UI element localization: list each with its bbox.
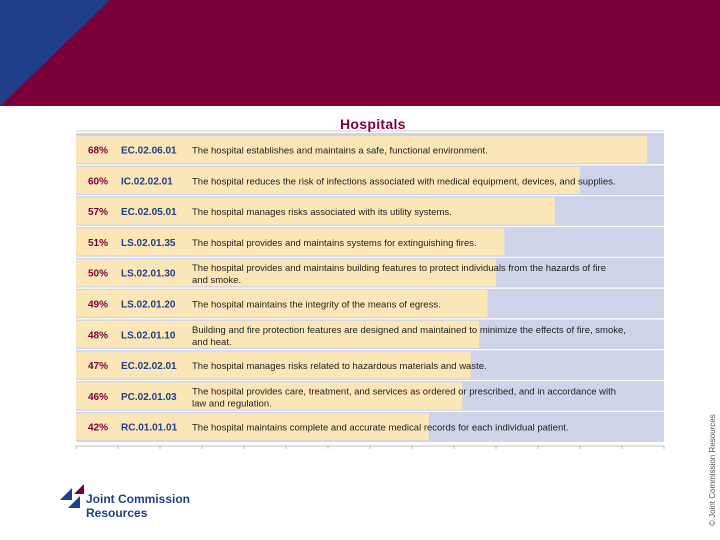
row-description: The hospital manages risks related to hazardous materials and waste. xyxy=(192,361,487,373)
row-percent: 51% xyxy=(88,237,109,249)
row-code: PC.02.01.03 xyxy=(121,391,177,403)
copyright-credit: © Joint Commission Resources xyxy=(708,414,717,526)
row-percent: 60% xyxy=(88,176,109,188)
row-description: The hospital provides care, treatment, and services as ordered or prescribed, and in accordance with xyxy=(192,386,617,398)
row-code: LS.02.01.30 xyxy=(121,268,176,280)
row-percent: 48% xyxy=(88,330,109,342)
row-percent: 49% xyxy=(88,299,109,311)
row-percent: 47% xyxy=(88,361,109,373)
row-code: LS.02.01.35 xyxy=(121,237,176,249)
row-code: IC.02.02.01 xyxy=(121,176,173,188)
row-percent: 46% xyxy=(88,391,109,403)
row-code: LS.02.01.10 xyxy=(121,330,176,342)
row-description: The hospital maintains complete and accurate medical records for each individual patient. xyxy=(192,422,569,434)
row-description: The hospital manages risks associated with its utility systems. xyxy=(192,207,452,219)
row-percent: 57% xyxy=(88,207,109,219)
row-description: The hospital establishes and maintains a safe, functional environment. xyxy=(192,145,488,157)
row-description: The hospital maintains the integrity of the means of egress. xyxy=(192,299,441,311)
row-description: Building and fire protection features are designed and maintained to minimize the effects of fire, smoke, xyxy=(192,324,626,336)
chart-title: Hospitals xyxy=(340,116,406,132)
row-percent: 50% xyxy=(88,268,109,280)
row-code: EC.02.02.01 xyxy=(121,361,177,373)
row-description: law and regulation. xyxy=(192,398,272,410)
row-description: The hospital provides and maintains systems for extinguishing fires. xyxy=(192,237,477,249)
row-description: and heat. xyxy=(192,336,232,348)
row-description: and smoke. xyxy=(192,275,242,287)
row-code: EC.02.05.01 xyxy=(121,207,177,219)
row-description: The hospital provides and maintains building features to protect individuals from the hazards of fire xyxy=(192,263,607,275)
logo-line-1: Joint Commission xyxy=(86,492,191,506)
row-percent: 42% xyxy=(88,422,109,434)
row-description: The hospital reduces the risk of infections associated with medical equipment, devices, and supplies. xyxy=(192,176,616,188)
row-percent: 68% xyxy=(88,145,109,157)
row-code: EC.02.06.01 xyxy=(121,145,177,157)
logo-line-2: Resources xyxy=(86,506,148,520)
row-code: LS.02.01.20 xyxy=(121,299,176,311)
row-code: RC.01.01.01 xyxy=(121,422,178,434)
